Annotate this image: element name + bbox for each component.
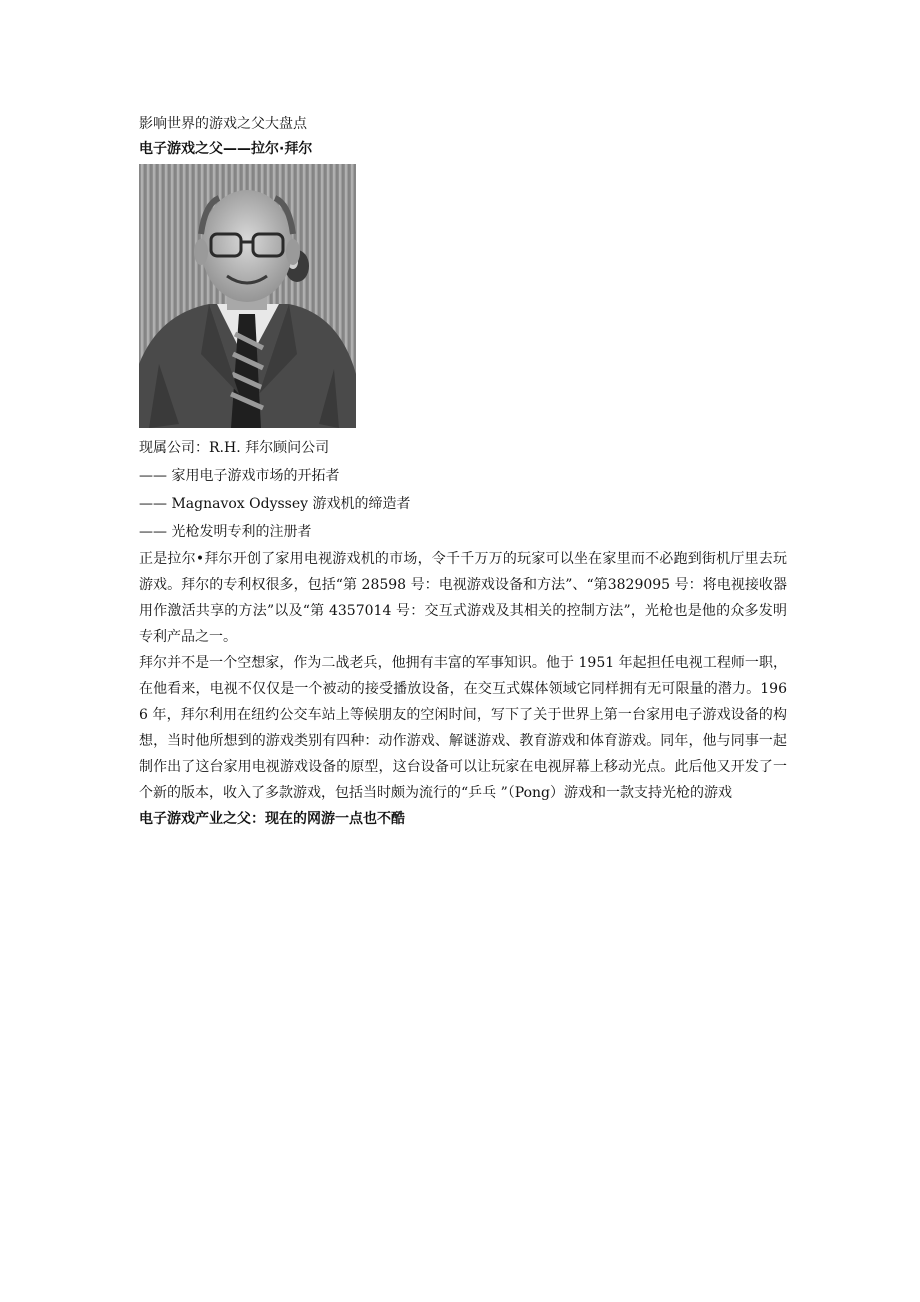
portrait-photo: [139, 164, 356, 428]
paragraph: 正是拉尔•拜尔开创了家用电视游戏机的市场，令千千万万的玩家可以坐在家里而不必跑到街机厅里去玩游戏。拜尔的专利权很多，包括“第 28598 号：电视游戏设备和方法”、“第3829095 号：将电视接收器用作激活共享的方法”以及“第 4357014 号：交互式游戏及其相关的控制方法”，光枪也是他的众多发明专利产品之一。: [139, 551, 787, 645]
company-line: 现属公司：R.H. 拜尔顾问公司: [139, 440, 330, 456]
paragraph: 拜尔并不是一个空想家，作为二战老兵，他拥有丰富的军事知识。他于 1951 年起担任电视工程师一职，在他看来，电视不仅仅是一个被动的接受播放设备，在交互式媒体领域它同样拥有无可限量的潜力。1966 年，拜尔利用在纽约公交车站上等候朋友的空闲时间，写下了关于世界上第一台家用电子游戏设备的构想，当时他所想到的游戏类别有四种：动作游戏、解谜游戏、教育游戏和体育游戏。同年，他与同事一起制作出了这台家用电视游戏设备的原型，这台设备可以让玩家在电视屏幕上移动光点。此后他又开发了一个新的版本，收入了多款游戏，包括当时颇为流行的“乒乓 ”（Pong）游戏和一款支持光枪的游戏: [139, 655, 787, 801]
document-page: [139, 112, 789, 832]
role-line: —— 光枪发明专利的注册者: [139, 524, 312, 540]
page-title: 影响世界的游戏之父大盘点: [139, 116, 307, 132]
article-body: [139, 546, 787, 806]
section-heading-industry-father: 电子游戏产业之父：现在的网游一点也不酷: [139, 811, 405, 827]
section-heading-father-of-video-games: 电子游戏之父——拉尔·拜尔: [139, 141, 313, 157]
role-line: —— Magnavox Odyssey 游戏机的缔造者: [139, 496, 411, 512]
role-line: —— 家用电子游戏市场的开拓者: [139, 468, 340, 484]
